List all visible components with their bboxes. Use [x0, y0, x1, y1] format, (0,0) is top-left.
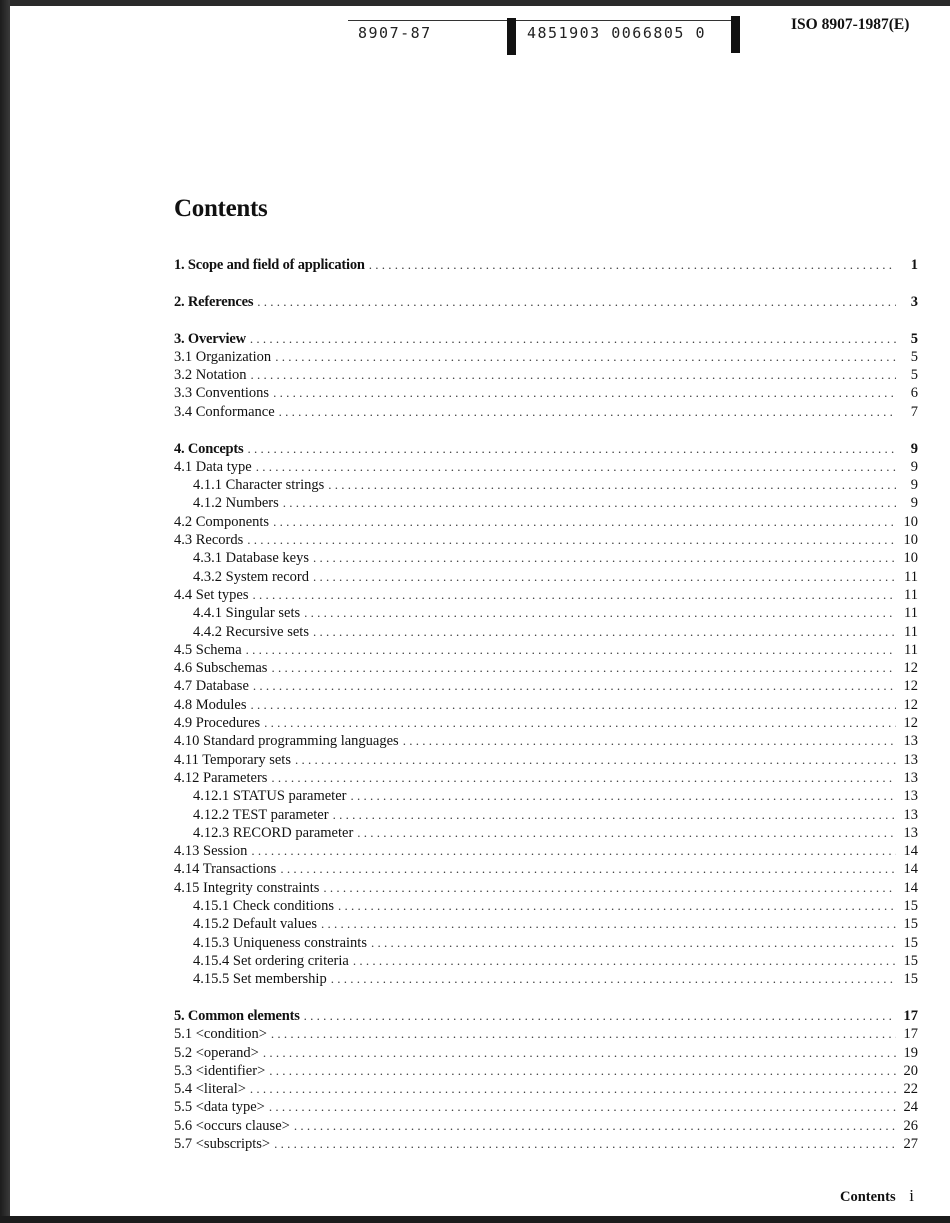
toc-entry[interactable]	[174, 623, 918, 641]
toc-dot-leader	[263, 1044, 896, 1062]
toc-entry-page: 15	[903, 934, 918, 951]
toc-entry-page: 13	[903, 769, 918, 786]
serial-code: 4851903 0066805 0	[527, 24, 707, 42]
toc-entry-page: 17	[903, 1026, 918, 1043]
toc-entry-label: 4.9 Procedures	[174, 715, 261, 732]
toc-entry-page: 9	[910, 458, 918, 475]
toc-entry[interactable]	[174, 897, 918, 915]
toc-entry-page: 1	[910, 257, 918, 273]
toc-dot-leader	[271, 659, 896, 677]
toc-entry-page: 15	[903, 952, 918, 969]
toc-entry-page: 13	[903, 806, 918, 823]
toc-entry[interactable]	[174, 476, 918, 494]
toc-entry-label: 4.1.2 Numbers	[193, 495, 279, 512]
toc-dot-leader	[357, 824, 896, 842]
toc-entry-page: 11	[904, 568, 918, 585]
toc-entry-label: 4.15.4 Set ordering criteria	[193, 952, 349, 969]
toc-entry-page: 13	[903, 824, 918, 841]
toc-entry-page: 12	[903, 678, 918, 695]
toc-entry[interactable]	[174, 751, 918, 769]
toc-entry-label: 4. Concepts	[174, 440, 244, 457]
toc-entry-page: 17	[903, 1007, 918, 1024]
toc-entry-label: 3.3 Conventions	[174, 385, 270, 402]
toc-entry-page: 5	[910, 348, 918, 365]
toc-entry-page: 7	[910, 403, 918, 420]
toc-dot-leader	[403, 732, 896, 750]
toc-entry-label: 3.4 Conformance	[174, 403, 275, 420]
toc-entry-page: 22	[903, 1081, 918, 1098]
toc-dot-leader	[371, 934, 896, 952]
toc-dot-leader	[250, 330, 896, 348]
barcode-mark-right	[731, 16, 740, 53]
toc-entry[interactable]	[174, 952, 918, 970]
toc-entry[interactable]	[174, 330, 918, 348]
toc-dot-leader	[328, 476, 896, 494]
catalog-code: 8907-87	[358, 24, 432, 42]
toc-entry[interactable]	[174, 769, 918, 787]
toc-entry-label: 4.11 Temporary sets	[174, 751, 291, 768]
header-rule	[348, 20, 738, 21]
toc-entry-page: 24	[903, 1099, 918, 1116]
toc-entry-page: 10	[903, 550, 918, 567]
toc-entry[interactable]	[174, 549, 918, 567]
toc-entry[interactable]	[174, 440, 918, 458]
toc-entry[interactable]	[174, 824, 918, 842]
toc-entry[interactable]	[174, 1062, 918, 1080]
toc-entry-page: 15	[903, 971, 918, 988]
toc-dot-leader	[251, 366, 897, 384]
toc-entry[interactable]	[174, 787, 918, 805]
toc-entry[interactable]	[174, 1117, 918, 1135]
toc-dot-leader	[269, 1062, 896, 1080]
toc-dot-leader	[275, 348, 896, 366]
toc-dot-leader	[313, 549, 896, 567]
toc-entry-label: 3. Overview	[174, 330, 246, 347]
toc-entry-page: 5	[910, 367, 918, 384]
toc-entry-label: 4.12.2 TEST parameter	[193, 806, 329, 823]
toc-entry[interactable]	[174, 915, 918, 933]
table-of-contents	[174, 256, 918, 1153]
toc-entry-page: 13	[903, 751, 918, 768]
toc-entry-label: 4.5 Schema	[174, 641, 242, 658]
toc-entry-page: 5	[910, 330, 918, 347]
toc-entry-page: 19	[903, 1044, 918, 1061]
toc-dot-leader	[253, 586, 896, 604]
footer-label: Contents	[840, 1189, 896, 1205]
toc-dot-leader	[271, 769, 896, 787]
toc-entry[interactable]	[174, 531, 918, 549]
toc-dot-leader	[269, 1098, 896, 1116]
toc-entry-page: 14	[903, 879, 918, 896]
toc-entry[interactable]	[174, 860, 918, 878]
scan-border-bottom	[0, 1216, 950, 1223]
toc-entry-page: 13	[903, 733, 918, 750]
toc-entry-page: 20	[903, 1062, 918, 1079]
toc-entry[interactable]	[174, 1098, 918, 1116]
toc-entry-page: 11	[904, 605, 918, 622]
toc-dot-leader	[257, 293, 896, 311]
toc-entry-label: 4.14 Transactions	[174, 861, 277, 878]
toc-entry-label: 4.2 Components	[174, 513, 270, 530]
toc-dot-leader	[283, 494, 896, 512]
toc-entry-page: 6	[910, 385, 918, 402]
toc-dot-leader	[246, 641, 896, 659]
toc-entry-page: 12	[903, 696, 918, 713]
toc-entry[interactable]	[174, 879, 918, 897]
toc-dot-leader	[250, 1080, 896, 1098]
toc-entry-label: 4.15.3 Uniqueness constraints	[193, 934, 367, 951]
toc-entry-page: 11	[904, 586, 918, 603]
toc-entry[interactable]	[174, 659, 918, 677]
toc-entry[interactable]	[174, 1025, 918, 1043]
toc-dot-leader	[313, 568, 896, 586]
toc-entry-page: 26	[903, 1117, 918, 1134]
toc-entry[interactable]	[174, 256, 918, 274]
toc-entry-page: 27	[903, 1136, 918, 1153]
toc-dot-leader	[251, 696, 897, 714]
toc-entry[interactable]	[174, 1080, 918, 1098]
toc-dot-leader	[350, 787, 896, 805]
toc-entry-label: 4.1 Data type	[174, 458, 252, 475]
toc-entry-page: 14	[903, 843, 918, 860]
toc-entry[interactable]	[174, 586, 918, 604]
toc-dot-leader	[338, 897, 896, 915]
toc-dot-leader	[273, 384, 896, 402]
toc-dot-leader	[333, 806, 896, 824]
toc-dot-leader	[280, 860, 896, 878]
toc-entry-page: 10	[903, 532, 918, 549]
toc-entry[interactable]	[174, 366, 918, 384]
toc-entry-page: 10	[903, 513, 918, 530]
toc-entry-page: 3	[910, 293, 918, 310]
footer-page-number: i	[909, 1186, 914, 1205]
toc-entry-label: 2. References	[174, 293, 254, 310]
page-footer	[840, 1186, 914, 1206]
toc-entry[interactable]	[174, 1135, 918, 1153]
toc-dot-leader	[369, 256, 896, 274]
toc-entry-label: 4.15 Integrity constraints	[174, 879, 320, 896]
toc-entry[interactable]	[174, 403, 918, 421]
toc-entry-label: 4.3.2 System record	[193, 568, 309, 585]
toc-dot-leader	[273, 513, 896, 531]
toc-entry-label: 4.3 Records	[174, 532, 244, 549]
toc-entry-label: 1. Scope and field of application	[174, 257, 365, 273]
toc-dot-leader	[248, 440, 897, 458]
toc-dot-leader	[279, 403, 896, 421]
toc-entry-label: 4.15.2 Default values	[193, 916, 318, 933]
toc-entry[interactable]	[174, 842, 918, 860]
toc-entry-label: 4.12.1 STATUS parameter	[193, 788, 347, 805]
toc-dot-leader	[304, 1007, 896, 1025]
toc-entry[interactable]	[174, 513, 918, 531]
toc-entry-label: 4.6 Subschemas	[174, 660, 268, 677]
toc-dot-leader	[331, 970, 896, 988]
page-title: Contents	[174, 195, 268, 222]
toc-entry-label: 4.12 Parameters	[174, 769, 268, 786]
toc-entry-page: 14	[903, 861, 918, 878]
toc-entry[interactable]	[174, 696, 918, 714]
toc-entry[interactable]	[174, 970, 918, 988]
toc-entry-label: 5.2 <operand>	[174, 1044, 259, 1061]
toc-entry[interactable]	[174, 348, 918, 366]
toc-entry-label: 3.1 Organization	[174, 348, 272, 365]
toc-entry-label: 5.6 <occurs clause>	[174, 1117, 290, 1134]
toc-entry-label: 4.13 Session	[174, 843, 248, 860]
standard-id: ISO 8907-1987(E)	[791, 16, 910, 33]
toc-entry-label: 3.2 Notation	[174, 367, 247, 384]
barcode-mark-left	[507, 18, 516, 55]
toc-dot-leader	[313, 623, 896, 641]
toc-entry-page: 11	[904, 641, 918, 658]
toc-dot-leader	[295, 751, 896, 769]
toc-entry-page: 12	[903, 715, 918, 732]
toc-entry-page: 9	[910, 495, 918, 512]
toc-entry-label: 4.10 Standard programming languages	[174, 733, 399, 750]
toc-entry[interactable]	[174, 1044, 918, 1062]
toc-entry[interactable]	[174, 384, 918, 402]
toc-dot-leader	[251, 842, 896, 860]
toc-dot-leader	[264, 714, 896, 732]
scan-border-left	[0, 0, 10, 1223]
toc-entry[interactable]	[174, 494, 918, 512]
toc-entry-page: 15	[903, 916, 918, 933]
toc-entry[interactable]	[174, 293, 918, 311]
toc-entry-page: 13	[903, 788, 918, 805]
toc-dot-leader	[274, 1135, 896, 1153]
toc-entry-label: 5.1 <condition>	[174, 1026, 267, 1043]
toc-dot-leader	[253, 677, 896, 695]
toc-entry-label: 4.15.5 Set membership	[193, 971, 327, 988]
toc-entry-page: 9	[910, 440, 918, 457]
toc-entry-page: 9	[910, 477, 918, 494]
toc-entry-page: 12	[903, 660, 918, 677]
toc-entry-label: 5.5 <data type>	[174, 1099, 265, 1116]
toc-entry-label: 4.1.1 Character strings	[193, 477, 325, 494]
toc-entry-label: 4.4.2 Recursive sets	[193, 623, 309, 640]
toc-dot-leader	[321, 915, 896, 933]
toc-entry[interactable]	[174, 568, 918, 586]
toc-entry[interactable]	[174, 732, 918, 750]
toc-dot-leader	[304, 604, 896, 622]
toc-entry-label: 4.7 Database	[174, 678, 249, 695]
toc-entry[interactable]	[174, 1007, 918, 1025]
toc-entry-label: 4.15.1 Check conditions	[193, 898, 334, 914]
toc-entry[interactable]	[174, 641, 918, 659]
toc-entry[interactable]	[174, 458, 918, 476]
toc-entry-label: 4.8 Modules	[174, 696, 247, 713]
toc-entry-label: 5.4 <literal>	[174, 1081, 246, 1098]
toc-entry[interactable]	[174, 806, 918, 824]
toc-entry-page: 11	[904, 623, 918, 640]
toc-dot-leader	[294, 1117, 896, 1135]
toc-entry-label: 4.4 Set types	[174, 586, 249, 603]
toc-entry-label: 5. Common elements	[174, 1007, 300, 1024]
toc-entry-label: 4.12.3 RECORD parameter	[193, 824, 354, 841]
toc-entry-label: 4.3.1 Database keys	[193, 550, 309, 567]
toc-entry[interactable]	[174, 714, 918, 732]
toc-entry[interactable]	[174, 604, 918, 622]
document-page	[10, 6, 950, 1216]
toc-entry[interactable]	[174, 934, 918, 952]
toc-dot-leader	[353, 952, 896, 970]
toc-dot-leader	[271, 1025, 896, 1043]
toc-entry-label: 5.3 <identifier>	[174, 1062, 266, 1079]
toc-dot-leader	[323, 879, 896, 897]
toc-entry-page: 15	[903, 898, 918, 914]
toc-entry[interactable]	[174, 677, 918, 695]
toc-dot-leader	[247, 531, 896, 549]
toc-entry-label: 5.7 <subscripts>	[174, 1136, 271, 1153]
toc-dot-leader	[256, 458, 896, 476]
toc-entry-label: 4.4.1 Singular sets	[193, 605, 301, 622]
